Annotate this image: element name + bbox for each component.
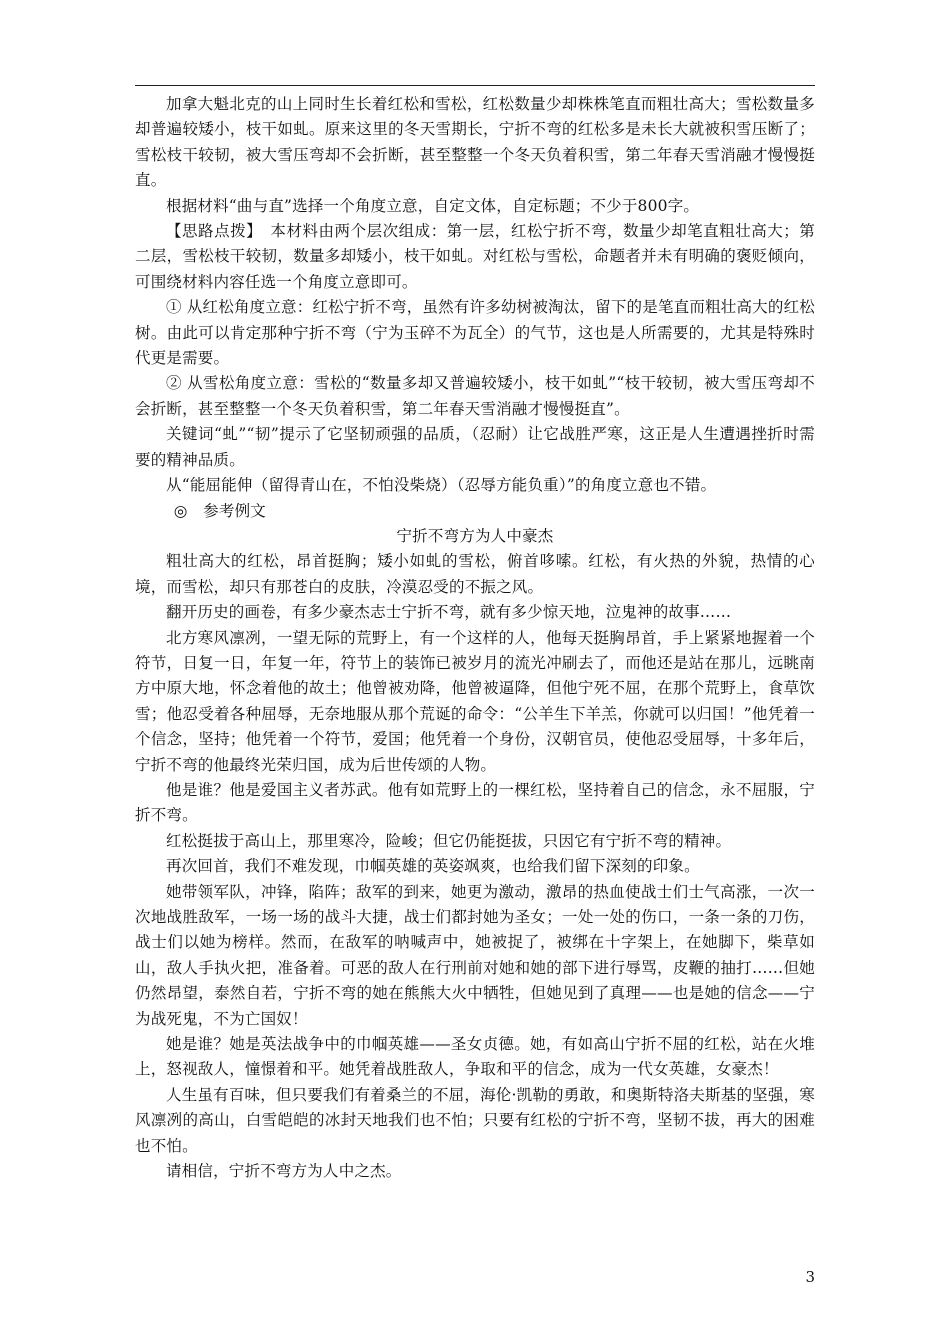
- essay-paragraph: 北方寒风凛冽，一望无际的荒野上，有一个这样的人，他每天挺胸昂首，手上紧紧地握着一个符节，日复一日，年复一年，符节上的装饰已被岁月的流光冲刷去了，而他还是站在那儿，远眺南方中原大地，怀念着他的故土；他曾被劝降，他曾被逼降，但他宁死不屈，在那个荒野上，食草饮雪；他忍受着各种屈辱，无奈地服从那个荒诞的命令：“公羊生下羊羔，你就可以归国！”他凭着一个信念，坚持；他凭着一个符节，爱国；他凭着一个身份，汉朝官员，使他忍受屈辱，十多年后，宁折不弯的他最终光荣归国，成为后世传颂的人物。: [135, 628, 815, 774]
- angle-one-paragraph: ① 从红松角度立意：红松宁折不弯，虽然有许多幼树被淘汰，留下的是笔直而粗壮高大的红松树。由此可以肯定那种宁折不弯（宁为玉碎不为瓦全）的气节，这也是人所需要的，尤其是特殊时代更是需要。: [135, 298, 815, 368]
- page-number: 3: [805, 1268, 815, 1286]
- header-rule: [135, 85, 815, 86]
- essay-paragraph: 红松挺拔于高山上，那里寒冷，险峻；但它仍能挺拔，只因它有宁折不弯的精神。: [166, 831, 732, 850]
- essay-paragraph: 他是谁？他是爱国主义者苏武。他有如荒野上的一棵红松，坚持着自己的信念，永不屈服，宁折不弯。: [135, 780, 815, 825]
- essay-paragraph: 人生虽有百味，但只要我们有着桑兰的不屈，海伦·凯勒的勇敢，和奥斯特洛夫斯基的坚强，寒风凛冽的高山，白雪皑皑的冰封天地我们也不怕；只要有红松的宁折不弯，坚韧不拔，再大的困难也不怕。: [135, 1085, 815, 1155]
- essay-paragraph: 请相信，宁折不弯方为人中之杰。: [166, 1162, 402, 1181]
- hint-paragraph: 【思路点拨】 本材料由两个层次组成：第一层，红松宁折不弯，数量少却笔直粗壮高大；第二层，雪松枝干较韧，数量多却矮小，枝干如虬。对红松与雪松，命题者并未有明确的褒贬倾向，可围绕材料内容任选一个角度立意即可。: [135, 222, 815, 291]
- prompt-paragraph: 根据材料“曲与直”选择一个角度立意，自定文体，自定标题；不少于800字。: [166, 196, 700, 215]
- angle-three-paragraph: 从“能屈能伸（留得青山在，不怕没柴烧）（忍辱方能负重）”的角度立意也不错。: [166, 476, 717, 495]
- essay-paragraph: 粗壮高大的红松，昂首挺胸；矮小如虬的雪松，俯首哆嗦。红松，有火热的外貌，热情的心境，而雪松，却只有那苍白的皮肤，冷漠忍受的不振之风。: [135, 552, 815, 596]
- essay-paragraph: 她带领军队，冲锋，陷阵；敌军的到来，她更为激动，激昂的热血使战士们士气高涨，一次一次地战胜敌军，一场一场的战斗大捷，战士们都封她为圣女；一处一处的伤口，一条一条的刀伤，战士们以她为榜样。然而，在敌军的呐喊声中，她被捉了，被绑在十字架上，在她脚下，柴草如山，敌人手执火把，准备着。可恶的敌人在行刑前对她和她的部下进行辱骂，皮鞭的抽打……但她仍然昂望，泰然自若，宁折不弯的她在熊熊大火中牺牲，但她见到了真理——也是她的信念——宁为战死鬼，不为亡国奴！: [135, 882, 815, 1028]
- material-paragraph: 加拿大魁北克的山上同时生长着红松和雪松，红松数量少却株株笔直而粗壮高大；雪松数量多却普遍较矮小，枝干如虬。原来这里的冬天雪期长，宁折不弯的红松多是未长大就被积雪压断了；雪松枝干较韧，被大雪压弯却不会折断，甚至整整一个冬天负着积雪，第二年春天雪消融才慢慢挺直。: [135, 95, 815, 190]
- essay-paragraph: 翻开历史的画卷，有多少豪杰志士宁折不弯，就有多少惊天地，泣鬼神的故事……: [166, 603, 732, 622]
- essay-paragraph: 她是谁？她是英法战争中的巾帼英雄——圣女贞德。她，有如高山宁折不屈的红松，站在火堆上，怒视敌人，憧憬着和平。她凭着战胜敌人，争取和平的信念，成为一代女英雄，女豪杰！: [135, 1035, 815, 1079]
- essay-title: 宁折不弯方为人中豪杰: [396, 526, 554, 545]
- keyword-paragraph: 关键词“虬”“韧”提示了它坚韧顽强的品质，（忍耐）让它战胜严寒，这正是人生遭遇挫折时需要的精神品质。: [135, 425, 815, 469]
- angle-two-paragraph: ② 从雪松角度立意：雪松的“数量多却又普遍较矮小，枝干如虬”“枝干较韧，被大雪压弯却不会折断，甚至整整一个冬天负着积雪，第二年春天雪消融才慢慢挺直”。: [135, 374, 815, 418]
- document-body: [135, 92, 815, 1184]
- essay-paragraph: 再次回首，我们不难发现，巾帼英雄的英姿飒爽，也给我们留下深刻的印象。: [166, 857, 700, 876]
- reference-heading: ◎ 参考例文: [173, 501, 266, 520]
